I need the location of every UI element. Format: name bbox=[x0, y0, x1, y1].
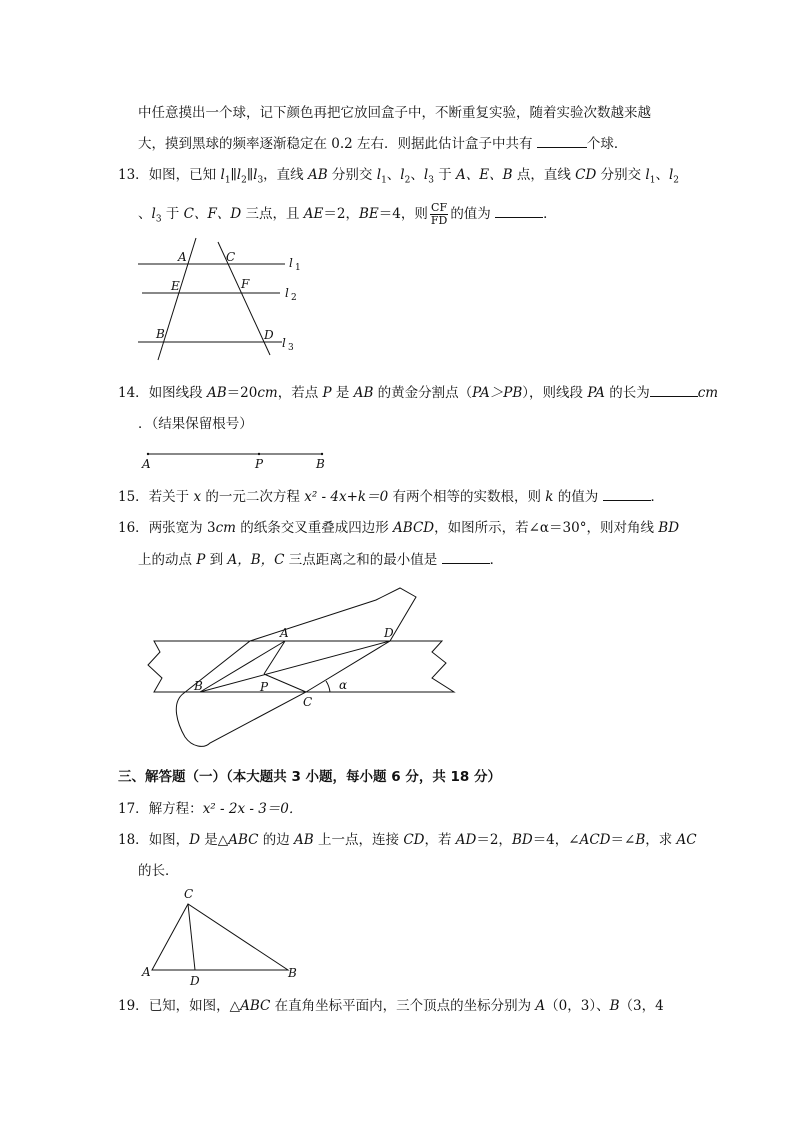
question-number: 18． bbox=[118, 832, 149, 848]
label-b: B bbox=[316, 457, 325, 471]
q12-line1: 中任意摸出一个球，记下颜色再把它放回盒子中，不断重复实验，随着实验次数越来越 bbox=[138, 105, 651, 121]
answer-blank[interactable] bbox=[650, 384, 698, 397]
segment-pc bbox=[264, 674, 306, 692]
label-a: A bbox=[280, 626, 289, 640]
question-number: 13． bbox=[118, 167, 149, 183]
label-b: B bbox=[194, 679, 203, 693]
svg-text:2: 2 bbox=[291, 293, 297, 303]
q14-line1: 14．如图线段 AB＝20cm，若点 P 是 AB 的黄金分割点（PA＞PB），则线段 PA 的长为 cm bbox=[118, 385, 719, 401]
q18-line1: 18．如图，D 是△ABC 的边 AB 上一点，连接 CD，若 AD＝2，BD＝4，∠ACD＝∠B，求 AC bbox=[118, 832, 697, 848]
angle-alpha-arc bbox=[326, 681, 330, 692]
q13-line1: 13．如图，已知 $l_1\parallel l_2\parallel l_3$，直线 AB 分别交 $l_1$、$l_2$、$l_3$ 于 A、E、B 点，直线 CD 分别交 $l_1$、$l_2$ bbox=[118, 167, 680, 186]
answer-blank[interactable] bbox=[442, 551, 490, 564]
question-number: 16． bbox=[118, 520, 149, 536]
side-ab bbox=[200, 641, 285, 692]
label-alpha: α bbox=[339, 678, 348, 692]
answer-blank[interactable] bbox=[495, 205, 543, 218]
label-a: A bbox=[142, 965, 151, 979]
question-number: 15． bbox=[118, 489, 149, 505]
q13-line2: 、$l_3$ 于 C、F、D 三点，且 AE＝2，BE＝4，则 $\frac{CF}{FD}$ 的值为 ． bbox=[138, 201, 557, 227]
fraction-cf-fd: $\frac{CF}{FD}$ bbox=[430, 201, 448, 227]
segment-cd bbox=[188, 904, 195, 970]
q18-line2: 的长． bbox=[138, 863, 179, 879]
question-number: 17． bbox=[118, 801, 149, 817]
diagonal-bd bbox=[200, 641, 390, 692]
label-d: D bbox=[264, 328, 274, 342]
question-number: 14． bbox=[118, 385, 149, 401]
label-l3: l bbox=[282, 336, 286, 350]
triangle-abc bbox=[152, 904, 288, 970]
q14-figure bbox=[140, 446, 340, 474]
svg-text:3: 3 bbox=[288, 343, 294, 353]
label-b: B bbox=[288, 966, 297, 980]
q17-line: 17．解方程：x² - 2x - 3＝0． bbox=[118, 801, 303, 817]
q16-figure bbox=[140, 585, 460, 755]
segment-ap bbox=[264, 641, 285, 674]
label-l2: l bbox=[285, 286, 289, 300]
q12-text: 大，摸到黑球的频率逐渐稳定在 0.2 左右．则据此估计盒子中共有 bbox=[138, 136, 533, 152]
label-l1: l bbox=[289, 256, 293, 270]
label-f: F bbox=[241, 277, 250, 291]
q18-figure bbox=[140, 884, 310, 989]
strip-slanted bbox=[176, 588, 416, 746]
label-c: C bbox=[303, 695, 313, 709]
label-c: C bbox=[226, 250, 236, 264]
q12-text-end: 个球． bbox=[586, 136, 628, 152]
label-p: P bbox=[255, 457, 264, 471]
q13-figure bbox=[130, 232, 310, 367]
q19-line: 19．已知，如图，△ABC 在直角坐标平面内，三个顶点的坐标分别为 A（0，3）、B（3，4 bbox=[118, 998, 664, 1014]
label-d: D bbox=[384, 626, 394, 640]
label-e: E bbox=[171, 279, 180, 293]
q16-line2: 上的动点 P 到 A，B，C 三点距离之和的最小值是 ． bbox=[138, 552, 504, 568]
q12-line2 bbox=[138, 135, 627, 153]
label-d: D bbox=[190, 974, 200, 988]
answer-blank[interactable] bbox=[603, 488, 651, 501]
answer-blank[interactable] bbox=[537, 135, 587, 148]
label-b: B bbox=[156, 327, 165, 341]
q16-line1: 16．两张宽为 3cm 的纸条交叉重叠成四边形 ABCD，如图所示，若∠α＝30°，则对角线 BD bbox=[118, 520, 680, 536]
section-heading: 三、解答题（一）（本大题共 3 小题，每小题 6 分，共 18 分） bbox=[118, 769, 502, 785]
label-a: A bbox=[142, 457, 151, 471]
question-number: 19． bbox=[118, 998, 149, 1014]
label-c: C bbox=[184, 887, 194, 901]
q15-line: 15．若关于 x 的一元二次方程 x² - 4x+k＝0 有两个相等的实数根，则 k 的值为 ． bbox=[118, 489, 665, 505]
label-a: A bbox=[178, 250, 187, 264]
svg-text:1: 1 bbox=[295, 263, 301, 273]
q14-line2: ．（结果保留根号） bbox=[138, 416, 253, 432]
label-p: P bbox=[260, 680, 269, 694]
